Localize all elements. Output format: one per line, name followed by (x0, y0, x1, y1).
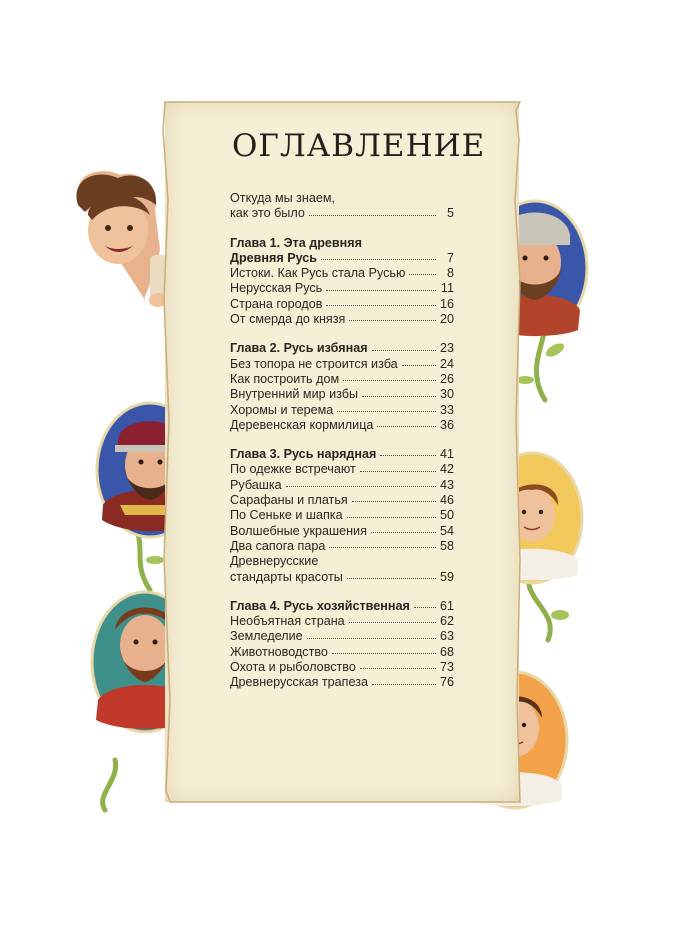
dot-leader (326, 305, 436, 306)
toc-entry[interactable] (230, 418, 454, 433)
chapter-page: 41 (439, 447, 454, 462)
toc-entry-label: По Сеньке и шапка (230, 508, 343, 523)
dot-leader (309, 215, 436, 216)
chapter-title: Глава 4. Русь хозяйственная (230, 598, 410, 613)
dot-leader (402, 365, 436, 366)
boy-peeking-illustration (76, 171, 168, 307)
chapter-title: Древняя Русь (230, 250, 318, 265)
dot-leader (326, 290, 436, 291)
toc-entry-label: как это было (230, 206, 305, 221)
toc-entry-label: Земледелие (230, 629, 303, 644)
dot-leader (352, 501, 436, 502)
dot-leader (343, 380, 436, 381)
chapter-title: Глава 2. Русь избяная (230, 341, 368, 356)
dot-leader (360, 668, 436, 669)
toc-entry-page: 24 (439, 356, 454, 371)
toc-entry-label: Древнерусские (230, 554, 319, 569)
toc-entry-label: Внутренний мир избы (230, 387, 359, 402)
toc-entry[interactable] (230, 297, 454, 312)
dot-leader (307, 638, 436, 639)
toc-entry[interactable] (230, 478, 454, 493)
dot-leader (347, 578, 436, 579)
page-title: ОГЛАВЛЕНИЕ (232, 128, 486, 164)
chapter-page: 7 (446, 250, 454, 265)
dot-leader (337, 411, 436, 412)
toc-entry-label: От смерда до князя (230, 312, 346, 327)
toc-entry[interactable] (230, 312, 454, 327)
toc-entry[interactable] (230, 570, 454, 585)
dot-leader (332, 653, 436, 654)
toc-entry-page: 62 (439, 614, 454, 629)
toc-entry-page: 63 (439, 629, 454, 644)
toc-entry[interactable] (230, 403, 454, 418)
toc-entry-label: Истоки. Как Русь стала Русью (230, 266, 406, 281)
toc-entry-intro-line1[interactable] (230, 191, 454, 206)
toc-entry-page: 36 (439, 417, 454, 432)
toc-entry[interactable] (230, 462, 454, 477)
toc-entry[interactable] (230, 281, 454, 296)
dot-leader (349, 320, 436, 321)
toc-entry-label: Хоромы и терема (230, 402, 334, 417)
toc-entry-page: 30 (439, 387, 454, 402)
toc-entry[interactable] (230, 387, 454, 402)
chapter-1-heading[interactable] (230, 251, 454, 266)
dot-leader (409, 274, 436, 275)
dot-leader (362, 396, 436, 397)
toc-entry-label: Страна городов (230, 296, 323, 311)
toc-entry-page: 73 (439, 660, 454, 675)
toc-entry-label: Волшебные украшения (230, 523, 367, 538)
chapter-title: Глава 1. Эта древняя (230, 235, 362, 250)
dot-leader (360, 471, 436, 472)
toc-entry-page: 5 (446, 206, 454, 221)
toc-entry[interactable] (230, 357, 454, 372)
chapter-page: 23 (439, 341, 454, 356)
toc-entry[interactable] (230, 372, 454, 387)
chapter-2-heading[interactable] (230, 341, 454, 356)
toc-entry-label: По одежке встречают (230, 462, 356, 477)
toc-entry-page: 33 (439, 402, 454, 417)
toc-entry[interactable] (230, 660, 454, 675)
toc-entry-label: Без топора не строится изба (230, 356, 398, 371)
dot-leader (372, 350, 436, 351)
toc-entry[interactable] (230, 266, 454, 281)
chapter-1-title-line1[interactable] (230, 236, 454, 251)
dot-leader (380, 455, 436, 456)
toc-entry-page: 50 (439, 508, 454, 523)
toc-entry-page: 58 (439, 538, 454, 553)
toc-entry-label: Откуда мы знаем, (230, 191, 336, 205)
dot-leader (372, 684, 436, 685)
toc-entry-page: 16 (439, 296, 454, 311)
toc-entry-label: Животноводство (230, 644, 328, 659)
toc-entry-label: Два сапога пара (230, 538, 326, 553)
toc-entry-page: 43 (439, 477, 454, 492)
chapter-3-heading[interactable] (230, 447, 454, 462)
toc-entry-label: Нерусская Русь (230, 281, 323, 296)
toc-entry-intro[interactable] (230, 206, 454, 221)
dot-leader (329, 547, 436, 548)
toc-entry-page: 54 (439, 523, 454, 538)
dot-leader (414, 607, 436, 608)
toc-entry-label: Сарафаны и платья (230, 493, 348, 508)
toc-entry-page: 59 (439, 569, 454, 584)
toc-entry[interactable] (230, 645, 454, 660)
chapter-page: 61 (439, 598, 454, 613)
toc-entry-label: Древнерусская трапеза (230, 675, 369, 690)
toc-entry-page: 20 (439, 312, 454, 327)
toc-entry-page: 11 (440, 281, 454, 296)
toc-entry[interactable] (230, 629, 454, 644)
toc-entry-page: 46 (439, 493, 454, 508)
dot-leader (347, 517, 436, 518)
toc-entry[interactable] (230, 675, 454, 690)
toc-entry[interactable] (230, 493, 454, 508)
dot-leader (321, 259, 436, 260)
toc-entry-label: Рубашка (230, 477, 282, 492)
toc-entry-label: Как построить дом (230, 371, 340, 386)
toc-entry-page: 42 (439, 462, 454, 477)
toc-entry-label: стандарты красоты (230, 569, 343, 584)
dot-leader (371, 532, 436, 533)
toc-entry-label: Деревенская кормилица (230, 417, 374, 432)
toc-entry-page: 26 (439, 371, 454, 386)
table-of-contents (230, 191, 454, 691)
dot-leader (377, 426, 436, 427)
chapter-4-heading[interactable] (230, 599, 454, 614)
toc-entry[interactable] (230, 508, 454, 523)
chapter-title: Глава 3. Русь нарядная (230, 447, 377, 462)
toc-entry-page: 76 (439, 675, 454, 690)
toc-entry-line1[interactable] (230, 554, 454, 569)
toc-entry-page: 8 (446, 266, 454, 281)
toc-entry-label: Необъятная страна (230, 614, 345, 629)
toc-entry-label: Охота и рыболовство (230, 660, 356, 675)
toc-entry[interactable] (230, 539, 454, 554)
toc-entry[interactable] (230, 524, 454, 539)
toc-entry-page: 68 (439, 644, 454, 659)
dot-leader (286, 486, 436, 487)
toc-entry[interactable] (230, 614, 454, 629)
dot-leader (349, 622, 436, 623)
